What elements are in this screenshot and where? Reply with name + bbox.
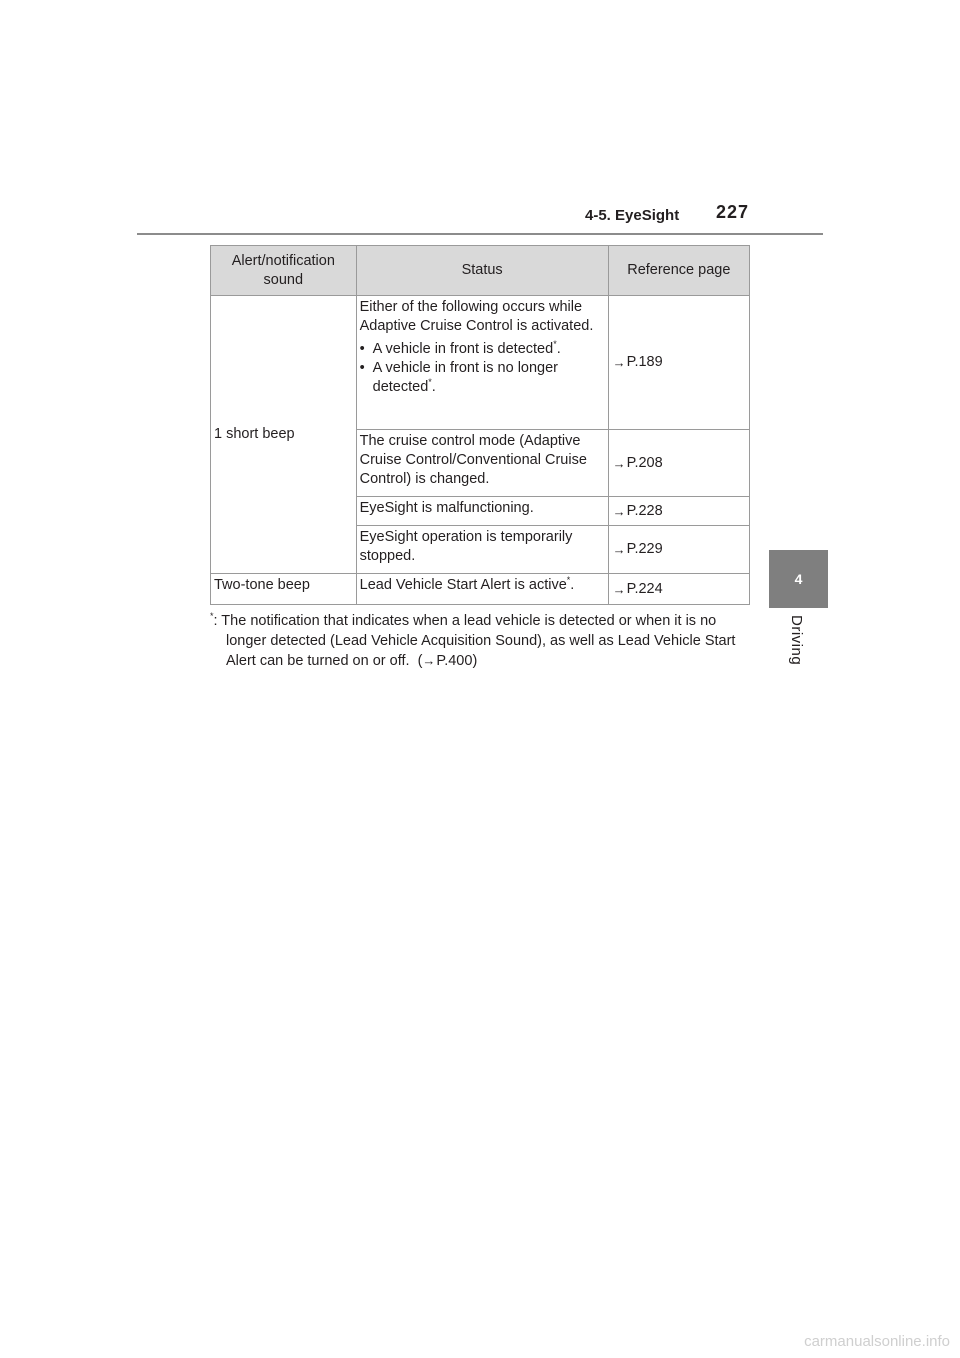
- status-text: Lead Vehicle Start Alert is active: [359, 577, 567, 593]
- arrow-right-icon: →: [612, 455, 626, 471]
- arrow-right-icon: →: [612, 542, 626, 557]
- sound-cell: [211, 574, 357, 605]
- sound-label: Two-tone beep: [214, 577, 310, 593]
- reference-link[interactable]: P.224: [626, 580, 663, 597]
- table-row: [211, 574, 750, 605]
- chapter-number: 4: [794, 571, 803, 587]
- asterisk-mark: *: [553, 339, 557, 350]
- reference-link[interactable]: P.228: [626, 502, 663, 519]
- sound-label: 1 short beep: [214, 425, 295, 442]
- status-text: EyeSight operation is temporarily stopped.: [359, 529, 573, 564]
- reference-cell[interactable]: [608, 497, 749, 526]
- asterisk-mark: *: [566, 575, 571, 586]
- column-header-sound: Alert/notification sound: [211, 246, 357, 296]
- table-header-row: [211, 246, 750, 296]
- reference-cell[interactable]: [608, 574, 749, 605]
- column-header-status: Status: [356, 246, 608, 296]
- arrow-right-icon: →: [612, 503, 626, 519]
- arrow-right-icon: →: [612, 355, 626, 370]
- footnote-reference-link[interactable]: P.400: [436, 653, 473, 669]
- reference-link[interactable]: P.189: [626, 354, 663, 370]
- reference-link[interactable]: P.208: [626, 454, 663, 471]
- status-text: EyeSight is malfunctioning.: [359, 500, 534, 516]
- status-cell: [356, 526, 608, 574]
- table-row: [211, 296, 750, 430]
- chapter-title: Driving: [788, 615, 805, 666]
- sound-cell: [211, 296, 357, 574]
- header-divider: [137, 233, 823, 235]
- alert-sound-table: [210, 245, 750, 605]
- list-item: • A vehicle in front is detected*.: [359, 339, 561, 357]
- asterisk-mark: *: [428, 377, 432, 388]
- reference-cell[interactable]: [608, 430, 749, 497]
- arrow-right-icon: →: [422, 653, 436, 668]
- reference-cell[interactable]: [608, 526, 749, 574]
- watermark: carmanualsonline.info: [804, 1333, 950, 1350]
- reference-cell[interactable]: [608, 296, 749, 430]
- column-header-reference: Reference page: [608, 246, 749, 296]
- list-item: • A vehicle in front is no longer detected*.: [359, 360, 559, 395]
- reference-link[interactable]: P.229: [626, 541, 663, 557]
- arrow-right-icon: →: [612, 581, 626, 597]
- bullet-text: A vehicle in front is no longer detected: [372, 360, 559, 395]
- status-text: The cruise control mode (Adaptive Cruise Control/Conventional Cruise Control) is changed.: [359, 433, 587, 487]
- footnote: *: The notification that indicates when a lead vehicle is detected or when it is no longer detected (Lead Vehicle Acquisition Sound), as well as Lead Vehicle Start Alert can be turned on or off. (→P.400): [210, 611, 736, 669]
- status-cell: [356, 430, 608, 497]
- status-cell: [356, 497, 608, 526]
- status-cell: [356, 296, 608, 430]
- footnote-marker: *: [210, 611, 214, 622]
- status-intro: Either of the following occurs while Adaptive Cruise Control is activated.: [359, 299, 594, 334]
- chapter-tab[interactable]: [769, 550, 828, 608]
- bullet-text: A vehicle in front is detected: [372, 341, 554, 357]
- status-cell: Lead Vehicle Start Alert is active*.: [356, 574, 608, 605]
- page-number: 227: [716, 202, 750, 222]
- footnote-text: : The notification that indicates when a lead vehicle is detected or when it is no longer detected (Lead Vehicle Acquisition Sound), as well as Lead Vehicle Start Alert can be turned on or off.: [213, 613, 736, 669]
- section-title: 4-5. EyeSight: [585, 207, 680, 224]
